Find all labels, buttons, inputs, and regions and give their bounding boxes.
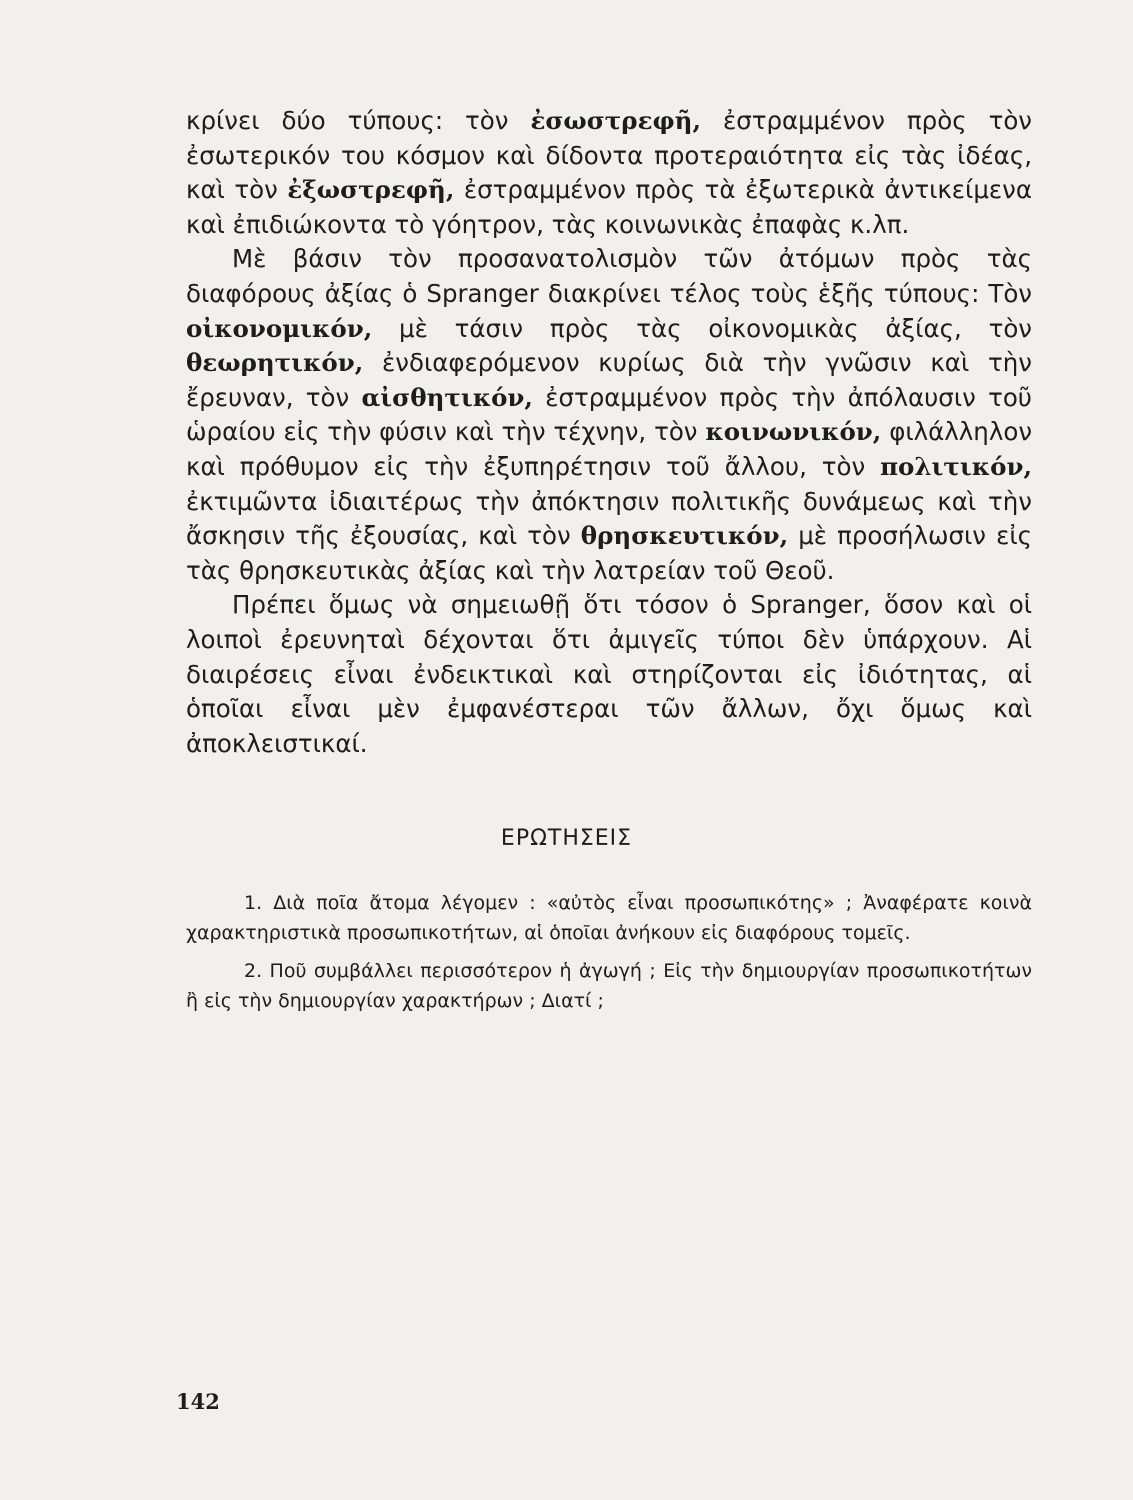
question-item: 2. Ποῦ συμβάλλει περισσότερον ἡ ἀγωγή ; Εἰς τὴν δημιουργίαν προσωπικοτήτων ἢ εἰς τὴν δημιουργίαν χαρακτήρων ; Διατί ;: [186, 960, 1032, 1012]
text-run: ἐκτιμῶντα ἰδιαιτέρως τὴν ἀπόκτησιν πολιτικῆς δυνάμεως καὶ τὴν ἄσκησιν τῆς ἐξουσίας, καὶ τὸν: [186, 486, 1032, 551]
questions-list: [186, 889, 1032, 1025]
page-number: 142: [176, 1389, 220, 1414]
paragraph-spranger-types: [186, 242, 1032, 588]
text-run: ἐνδιαφερόμενον κυρίως διὰ τὴν γνῶσιν καὶ τὴν ἔρευναν, τὸν: [186, 348, 1032, 412]
term-extrovert: ἐξωστρεφῆ,: [287, 175, 455, 205]
term-theoretical: θεωρητικόν,: [186, 348, 364, 378]
text-run: ἐστραμμένον πρὸς τὴν ἀπόλαυσιν τοῦ ὡραίου εἰς τὴν φύσιν καὶ τὴν τέχνην, τὸν: [186, 382, 1032, 447]
term-religious: θρησκευτικόν,: [580, 521, 789, 551]
text-run: κρίνει δύο τύπους: τὸν: [186, 106, 531, 135]
term-social: κοινωνικόν,: [705, 417, 882, 447]
question-item: 1. Διὰ ποῖα ἄτομα λέγομεν : «αὐτὸς εἶναι προσωπικότης» ; Ἀναφέρατε κοινὰ χαρακτηριστικὰ προσωπικοτήτων, αἱ ὁποῖαι ἀνήκουν εἰς διαφόρους τομεῖς.: [186, 892, 1032, 944]
term-economic: οἰκονομικόν,: [186, 313, 373, 343]
text-run: φιλάλληλον καὶ πρόθυμον εἰς τὴν ἐξυπηρέτησιν τοῦ ἄλλου, τὸν: [186, 417, 1033, 481]
questions-heading: ΕΡΩΤΗΣΕΙΣ: [500, 826, 633, 851]
text-run: μὲ προσήλωσιν εἰς τὰς θρησκευτικὰς ἀξίας καὶ τὴν λατρείαν τοῦ Θεοῦ.: [186, 521, 1032, 585]
text-run: ἐστραμμένον πρὸς τὸν ἐσωτερικόν του κόσμον καὶ δίδοντα προτεραιότητα εἰς τὰς ἰδέας, καὶ τὸν: [186, 106, 1032, 205]
main-text: [186, 104, 1032, 761]
paragraph-introvert-extrovert: [186, 104, 1032, 242]
term-introvert: ἐσωστρεφῆ,: [530, 106, 701, 135]
term-political: πολιτικόν,: [880, 451, 1032, 481]
text-run: Μὲ βάσιν τὸν προσανατολισμὸν τῶν ἀτόμων πρὸς τὰς διαφόρους ἀξίας ὁ Spranger διακρίνει τέλος τοὺς ἑξῆς τύπους: Τὸν: [186, 244, 1032, 308]
term-aesthetic: αἰσθητικόν,: [361, 382, 533, 412]
text-run: μὲ τάσιν πρὸς τὰς οἰκονομικὰς ἀξίας, τὸν: [372, 313, 1032, 343]
text-run: ἐστραμμένον πρὸς τὰ ἐξωτερικὰ ἀντικείμενα καὶ ἐπιδιώκοντα τὸ γόητρον, τὰς κοινωνικὰς ἐπαφὰς κ.λπ.: [186, 175, 1032, 239]
paragraph-mixed-types: Πρέπει ὅμως νὰ σημειωθῇ ὅτι τόσον ὁ Spranger, ὅσον καὶ οἱ λοιποὶ ἐρευνηταὶ δέχονται ὅτι ἀμιγεῖς τύποι δὲν ὑπάρχουν. Αἱ διαιρέσεις εἶναι ἐνδεικτικαὶ καὶ στηρίζονται εἰς ἰδιότητας, αἱ ὁποῖαι εἶναι μὲν ἐμφανέστεραι τῶν ἄλλων, ὄχι ὅμως καὶ ἀποκλειστικαί.: [186, 590, 1032, 758]
